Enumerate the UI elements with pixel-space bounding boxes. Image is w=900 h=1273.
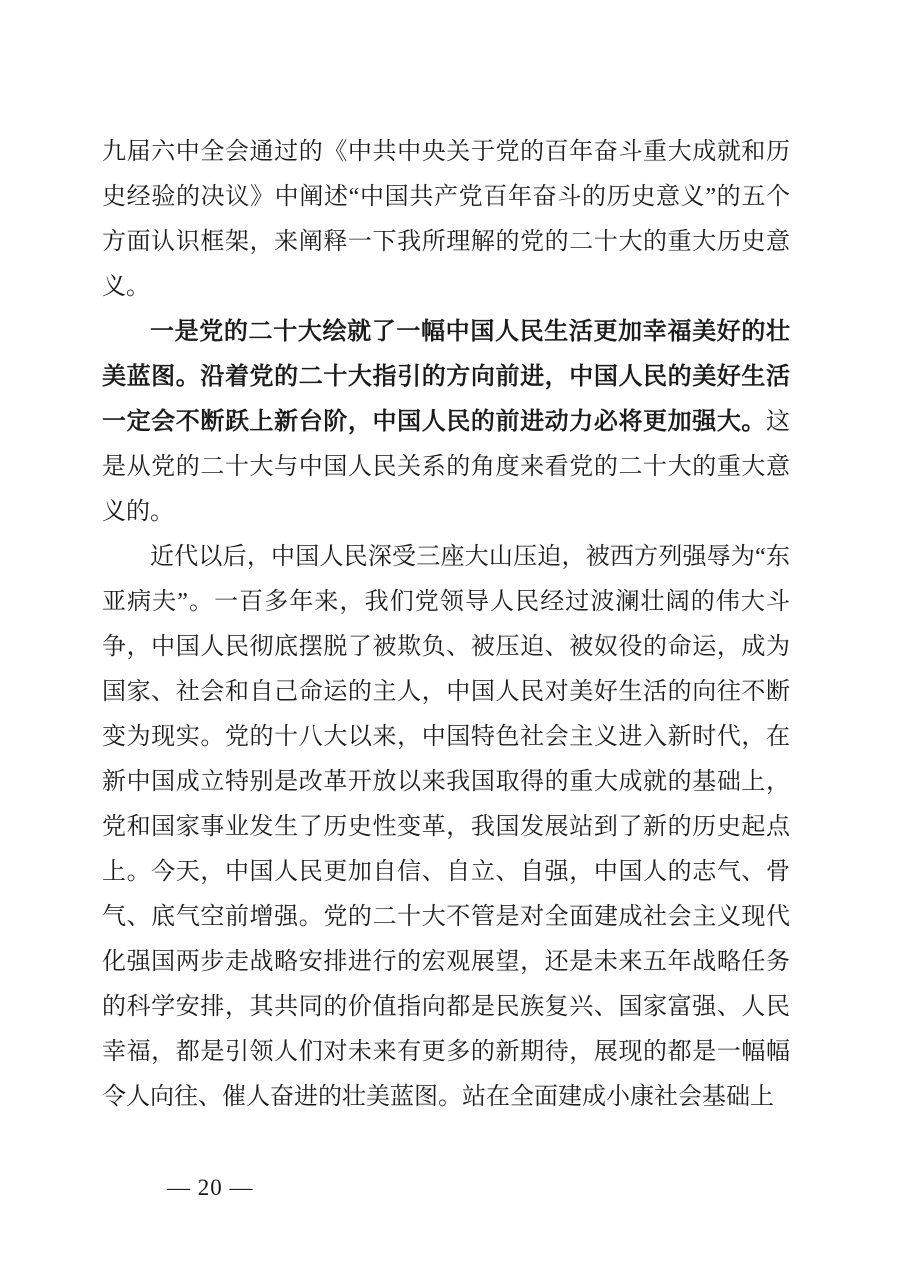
paragraph-point-one-plain: 这是从党的二十大与中国人民关系的角度来看党的二十大的重大意义的。	[102, 409, 790, 525]
paragraph-point-one-emphasis: 一是党的二十大绘就了一幅中国人民生活更加幸福美好的壮美蓝图。沿着党的二十大指引的方向前进，中国人民的美好生活一定会不断跃上新台阶，中国人民的前进动力必将更加强大。	[102, 319, 790, 435]
document-body	[102, 130, 790, 1120]
paragraph-point-one	[102, 310, 790, 535]
paragraph-continuation: 九届六中全会通过的《中共中央关于党的百年奋斗重大成就和历史经验的决议》中阐述“中国共产党百年奋斗的历史意义”的五个方面认识框架，来阐释一下我所理解的党的二十大的重大历史意义。	[102, 139, 790, 300]
paragraph-history: 近代以后，中国人民深受三座大山压迫，被西方列强辱为“东亚病夫”。一百多年来，我们党领导人民经过波澜壮阔的伟大斗争，中国人民彻底摆脱了被欺负、被压迫、被奴役的命运，成为国家、社会和自己命运的主人，中国人民对美好生活的向往不断变为现实。党的十八大以来，中国特色社会主义进入新时代，在新中国成立特别是改革开放以来我国取得的重大成就的基础上，党和国家事业发生了历史性变革，我国发展站到了新的历史起点上。今天，中国人民更加自信、自立、自强，中国人的志气、骨气、底气空前增强。党的二十大不管是对全面建成社会主义现代化强国两步走战略安排进行的宏观展望，还是未来五年战略任务的科学安排，其共同的价值指向都是民族复兴、国家富强、人民幸福，都是引领人们对未来有更多的新期待，展现的都是一幅幅令人向往、催人奋进的壮美蓝图。站在全面建成小康社会基础上	[102, 544, 790, 1110]
page-number: — 20 —	[167, 1175, 254, 1200]
page-footer	[140, 1146, 254, 1230]
